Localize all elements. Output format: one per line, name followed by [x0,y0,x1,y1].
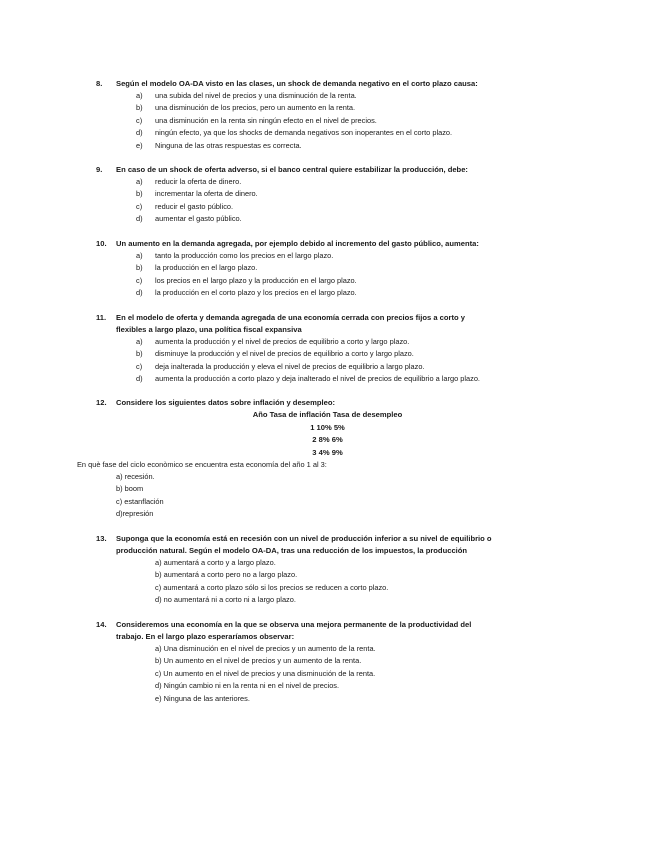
data-table [0,409,655,459]
question-number: 9. [96,165,103,174]
question-text-line-2: flexibles a largo plazo, una política fiscal expansiva [116,325,302,334]
question-10 [96,238,576,250]
question-number: 14. [96,620,107,629]
question-14 [96,619,576,643]
option: a) tanto la producción como los precios en el largo plazo. [136,251,334,260]
table-row: 3 4% 9% [312,447,343,457]
option: a) aumenta la producción y el nivel de precios de equilibrio a corto y largo plazo. [136,337,410,346]
option: c) deja inalterada la producción y eleva el nivel de precios de equilibrio a largo plazo. [136,361,425,371]
question-10-options [136,250,357,300]
table-header: Año Tasa de inflación Tasa de desempleo [252,410,403,419]
option: d) aumenta la producción a corto plazo y deja inalterado el nivel de precios de equilibrio a largo plazo. [136,374,480,384]
option: b) una disminución de los precios, pero un aumento en la renta. [136,103,356,113]
question-12-followup: En què fase del ciclo econòmico se encuentra esta economía del año 1 al 3: [77,460,327,469]
question-8 [96,78,576,90]
option: c) los precios en el largo plazo y la producción en el largo plazo. [136,275,357,285]
option: c) aumentará a corto plazo sólo si los precios se reducen a corto plazo. [155,582,389,592]
option: b) incrementar la oferta de dinero. [136,189,258,199]
question-text-line-1: Suponga que la economía está en recesión con un nivel de producción inferior a su nivel de equilibrio o [116,534,492,543]
option: b) la producción en el largo plazo. [136,263,258,273]
option: d) aumentar el gasto público. [136,214,242,224]
question-11-options [136,336,480,386]
question-8-options [136,90,452,152]
option: d) Ningún cambio ni en la renta ni en el nivel de precios. [155,681,340,691]
question-12 [96,397,576,409]
option: d) la producción en el corto plazo y los precios en el largo plazo. [136,288,357,298]
question-number: 8. [96,79,103,88]
question-text: En caso de un shock de oferta adverso, si el banco central quiere estabilizar la producción, debe: [116,165,468,174]
option: b) Un aumento en el nivel de precios y un aumento de la renta. [155,656,362,666]
option: d)represión [116,509,154,519]
question-13-options [155,557,388,607]
question-text: Considere los siguientes datos sobre inflación y desempleo: [116,398,336,407]
table-row: 2 8% 6% [312,435,343,444]
option: b) boom [116,484,144,494]
option: a) recesión. [116,472,155,481]
option: c) Un aumento en el nivel de precios y una disminución de la renta. [155,668,376,678]
question-text: Según el modelo OA-DA visto en las clases, un shock de demanda negativo en el corto plazo causa: [116,79,478,88]
question-text-line-2: trabajo. En el largo plazo esperaríamos observar: [116,632,295,641]
option: d) no aumentará ni a corto ni a largo plazo. [155,595,296,605]
question-text-line-2: producción natural. Según el modelo OA-DA, tras una reducción de los impuestos, la producción [116,546,468,555]
question-14-options [155,643,376,705]
question-13 [96,533,576,557]
option: b) disminuye la producción y el nivel de precios de equilibrio a corto y largo plazo. [136,349,414,359]
question-9-options [136,176,258,226]
table-row: 1 10% 5% [310,422,345,432]
question-number: 11. [96,313,107,322]
option: a) aumentará a corto y a largo plazo. [155,558,276,567]
question-text-line-1: Consideremos una economía en la que se observa una mejora permanente de la productividad del [116,620,472,629]
option: d) ningún efecto, ya que los shocks de demanda negativos son inoperantes en el corto plazo. [136,128,453,138]
option: e) Ninguna de las otras respuestas es correcta. [136,140,302,150]
question-12-options [116,471,164,521]
option: a) una subida del nivel de precios y una disminución de la renta. [136,91,357,100]
option: b) aumentará a corto pero no a largo plazo. [155,570,298,580]
option: c) reducir el gasto público. [136,201,234,211]
question-9 [96,164,576,176]
question-number: 10. [96,239,107,248]
option: c) una disminución en la renta sin ningún efecto en el nivel de precios. [136,115,377,125]
question-11 [96,312,566,336]
question-text: Un aumento en la demanda agregada, por ejemplo debido al incremento del gasto público, aumenta: [116,239,479,248]
option: e) Ninguna de las anteriores. [155,693,250,703]
option: c) estanflación [116,496,164,506]
question-number: 12. [96,398,107,407]
question-text-line-1: En el modelo de oferta y demanda agregada de una economía cerrada con precios fijos a corto y [116,313,465,322]
option: a) Una disminución en el nivel de precios y un aumento de la renta. [155,644,376,653]
question-number: 13. [96,534,107,543]
option: a) reducir la oferta de dinero. [136,177,242,186]
